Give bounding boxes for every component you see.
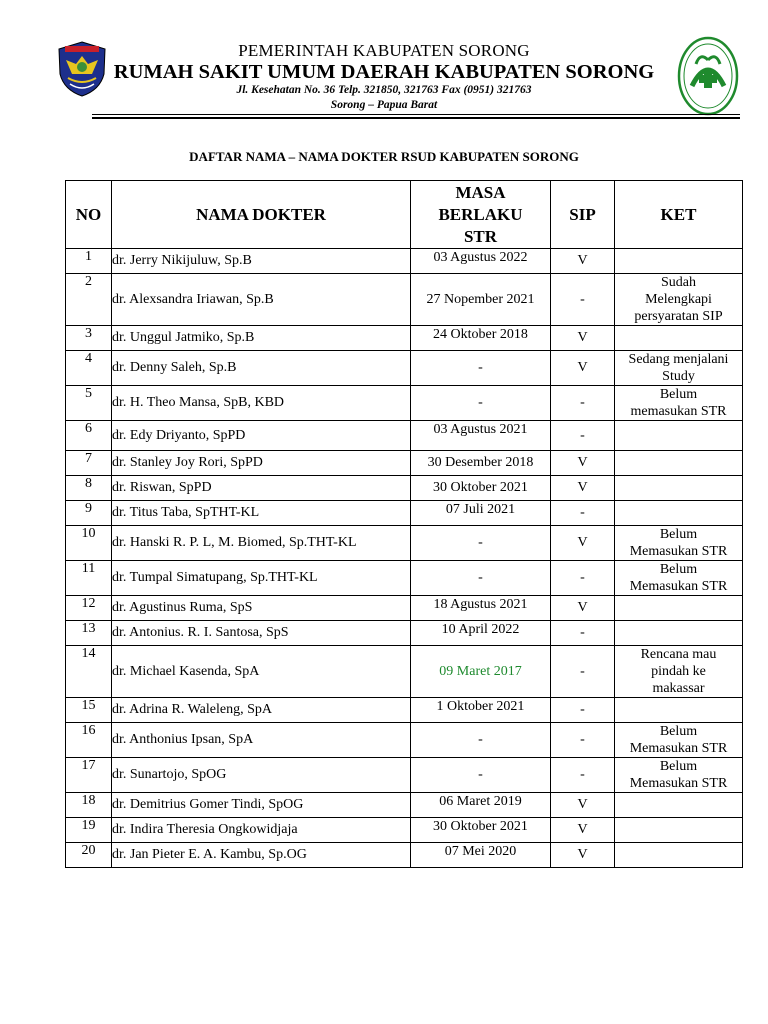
cell-masa-berlaku-str: 30 Oktober 2021: [411, 476, 551, 501]
cell-ket: [615, 793, 743, 818]
hospital-city: Sorong – Papua Barat: [330, 99, 438, 111]
ket-line: Sudah: [661, 275, 696, 290]
cell-masa-berlaku-str: 30 Oktober 2021: [411, 818, 551, 843]
ket-line: persyaratan SIP: [634, 309, 723, 324]
table-row: [66, 249, 743, 274]
table-row: [66, 421, 743, 451]
cell-nama-dokter: dr. Agustinus Ruma, SpS: [112, 596, 411, 621]
ket-line: pindah ke: [651, 664, 706, 679]
header-masa-berlaku-str: [411, 181, 551, 249]
cell-no: 17: [66, 758, 112, 793]
cell-masa-berlaku-str: -: [411, 386, 551, 421]
cell-nama-dokter: dr. Denny Saleh, Sp.B: [112, 351, 411, 386]
cell-masa-berlaku-str: -: [411, 351, 551, 386]
table-row: [66, 274, 743, 326]
cell-ket: [615, 386, 743, 421]
cell-sip: V: [551, 451, 615, 476]
ket-line: Memasukan STR: [629, 776, 728, 791]
cell-sip: -: [551, 274, 615, 326]
ket-line: Sedang menjalani: [628, 352, 729, 367]
table-row: [66, 561, 743, 596]
ket-line: Melengkapi: [645, 292, 712, 307]
cell-nama-dokter: dr. Unggul Jatmiko, Sp.B: [112, 326, 411, 351]
ket-line: Belum: [659, 724, 698, 739]
table-row: [66, 646, 743, 698]
ket-line: Memasukan STR: [629, 579, 728, 594]
letterhead-rule-thin: [92, 114, 740, 115]
table-row: [66, 843, 743, 868]
cell-nama-dokter: dr. H. Theo Mansa, SpB, KBD: [112, 386, 411, 421]
cell-nama-dokter: dr. Edy Driyanto, SpPD: [112, 421, 411, 451]
table-row: [66, 501, 743, 526]
cell-ket: [615, 843, 743, 868]
cell-ket: [615, 501, 743, 526]
cell-masa-berlaku-str: 27 Nopember 2021: [411, 274, 551, 326]
ket-line: Rencana mau: [640, 647, 717, 662]
table-row: [66, 621, 743, 646]
government-name: PEMERINTAH KABUPATEN SORONG: [238, 41, 530, 60]
ket-line: Study: [662, 369, 695, 384]
cell-no: 12: [66, 596, 112, 621]
ket-line: Belum: [659, 562, 698, 577]
cell-sip: -: [551, 386, 615, 421]
bakti-husada-logo-icon: [676, 34, 740, 118]
cell-ket: [615, 249, 743, 274]
cell-no: 18: [66, 793, 112, 818]
cell-sip: V: [551, 249, 615, 274]
header-str-line-1: MASA: [455, 182, 506, 202]
cell-sip: V: [551, 526, 615, 561]
ket-line: Memasukan STR: [629, 741, 728, 756]
header-ket: KET: [615, 181, 743, 249]
ket-line: Belum: [659, 759, 698, 774]
cell-ket: [615, 351, 743, 386]
cell-masa-berlaku-str: 07 Juli 2021: [411, 501, 551, 526]
table-row: [66, 476, 743, 501]
table-row: [66, 351, 743, 386]
ket-line: Memasukan STR: [629, 544, 728, 559]
cell-no: 8: [66, 476, 112, 501]
cell-ket: [615, 526, 743, 561]
cell-ket: [615, 646, 743, 698]
cell-sip: -: [551, 723, 615, 758]
cell-nama-dokter: dr. Jan Pieter E. A. Kambu, Sp.OG: [112, 843, 411, 868]
ket-line: memasukan STR: [630, 404, 727, 419]
cell-sip: V: [551, 793, 615, 818]
document-title: DAFTAR NAMA – NAMA DOKTER RSUD KABUPATEN SORONG: [189, 149, 579, 164]
cell-no: 9: [66, 501, 112, 526]
cell-nama-dokter: dr. Stanley Joy Rori, SpPD: [112, 451, 411, 476]
cell-ket: [615, 596, 743, 621]
table-row: [66, 451, 743, 476]
cell-ket: [615, 451, 743, 476]
cell-ket: [615, 476, 743, 501]
table-row: [66, 818, 743, 843]
cell-no: 15: [66, 698, 112, 723]
cell-no: 20: [66, 843, 112, 868]
cell-no: 19: [66, 818, 112, 843]
cell-sip: V: [551, 843, 615, 868]
cell-sip: V: [551, 351, 615, 386]
cell-no: 6: [66, 421, 112, 451]
table-row: [66, 386, 743, 421]
cell-ket: [615, 621, 743, 646]
table-row: [66, 723, 743, 758]
cell-ket: [615, 818, 743, 843]
cell-nama-dokter: dr. Sunartojo, SpOG: [112, 758, 411, 793]
table-row: [66, 698, 743, 723]
table-row: [66, 758, 743, 793]
cell-masa-berlaku-str: 24 Oktober 2018: [411, 326, 551, 351]
table-header-row: [66, 181, 743, 249]
cell-sip: V: [551, 476, 615, 501]
table-body: [66, 249, 743, 868]
cell-masa-berlaku-str: 10 April 2022: [411, 621, 551, 646]
cell-sip: -: [551, 421, 615, 451]
cell-no: 1: [66, 249, 112, 274]
cell-nama-dokter: dr. Hanski R. P. L, M. Biomed, Sp.THT-KL: [112, 526, 411, 561]
cell-masa-berlaku-str: 09 Maret 2017: [411, 646, 551, 698]
header-sip: SIP: [551, 181, 615, 249]
cell-masa-berlaku-str: -: [411, 561, 551, 596]
header-nama-dokter: NAMA DOKTER: [112, 181, 411, 249]
cell-masa-berlaku-str: -: [411, 526, 551, 561]
cell-sip: -: [551, 698, 615, 723]
ket-line: makassar: [652, 681, 705, 696]
cell-masa-berlaku-str: 06 Maret 2019: [411, 793, 551, 818]
table-row: [66, 326, 743, 351]
ket-line: Belum: [659, 527, 698, 542]
cell-masa-berlaku-str: 07 Mei 2020: [411, 843, 551, 868]
cell-no: 4: [66, 351, 112, 386]
table-row: [66, 793, 743, 818]
letterhead-rule-thick: [92, 117, 740, 119]
cell-no: 16: [66, 723, 112, 758]
cell-no: 13: [66, 621, 112, 646]
cell-sip: -: [551, 561, 615, 596]
header-no: NO: [66, 181, 112, 249]
hospital-name: RUMAH SAKIT UMUM DAERAH KABUPATEN SORONG: [113, 61, 655, 83]
cell-nama-dokter: dr. Antonius. R. I. Santosa, SpS: [112, 621, 411, 646]
cell-no: 5: [66, 386, 112, 421]
cell-nama-dokter: dr. Tumpal Simatupang, Sp.THT-KL: [112, 561, 411, 596]
cell-no: 7: [66, 451, 112, 476]
cell-no: 3: [66, 326, 112, 351]
cell-nama-dokter: dr. Titus Taba, SpTHT-KL: [112, 501, 411, 526]
cell-nama-dokter: dr. Alexsandra Iriawan, Sp.B: [112, 274, 411, 326]
cell-masa-berlaku-str: 03 Agustus 2022: [411, 249, 551, 274]
cell-ket: [615, 698, 743, 723]
header-str-line-3: STR: [463, 226, 498, 246]
cell-no: 2: [66, 274, 112, 326]
cell-sip: V: [551, 326, 615, 351]
cell-nama-dokter: dr. Indira Theresia Ongkowidjaja: [112, 818, 411, 843]
cell-masa-berlaku-str: 1 Oktober 2021: [411, 698, 551, 723]
cell-sip: -: [551, 621, 615, 646]
cell-sip: -: [551, 758, 615, 793]
cell-ket: [615, 274, 743, 326]
cell-masa-berlaku-str: -: [411, 723, 551, 758]
cell-ket: [615, 723, 743, 758]
cell-nama-dokter: dr. Adrina R. Waleleng, SpA: [112, 698, 411, 723]
cell-nama-dokter: dr. Michael Kasenda, SpA: [112, 646, 411, 698]
cell-ket: [615, 758, 743, 793]
cell-ket: [615, 326, 743, 351]
cell-nama-dokter: dr. Riswan, SpPD: [112, 476, 411, 501]
cell-no: 14: [66, 646, 112, 698]
cell-ket: [615, 561, 743, 596]
table-row: [66, 596, 743, 621]
cell-masa-berlaku-str: 18 Agustus 2021: [411, 596, 551, 621]
cell-sip: V: [551, 818, 615, 843]
cell-nama-dokter: dr. Anthonius Ipsan, SpA: [112, 723, 411, 758]
cell-nama-dokter: dr. Demitrius Gomer Tindi, SpOG: [112, 793, 411, 818]
doctor-table: [65, 180, 743, 868]
cell-masa-berlaku-str: -: [411, 758, 551, 793]
cell-masa-berlaku-str: 30 Desember 2018: [411, 451, 551, 476]
cell-nama-dokter: dr. Jerry Nikijuluw, Sp.B: [112, 249, 411, 274]
cell-ket: [615, 421, 743, 451]
cell-no: 10: [66, 526, 112, 561]
cell-sip: V: [551, 596, 615, 621]
cell-sip: -: [551, 501, 615, 526]
hospital-address: Jl. Kesehatan No. 36 Telp. 321850, 321763 Fax (0951) 321763: [236, 84, 532, 96]
cell-sip: -: [551, 646, 615, 698]
table-row: [66, 526, 743, 561]
header-str-line-2: BERLAKU: [438, 204, 523, 224]
letterhead: [0, 0, 768, 125]
cell-masa-berlaku-str: 03 Agustus 2021: [411, 421, 551, 451]
cell-no: 11: [66, 561, 112, 596]
ket-line: Belum: [659, 387, 698, 402]
